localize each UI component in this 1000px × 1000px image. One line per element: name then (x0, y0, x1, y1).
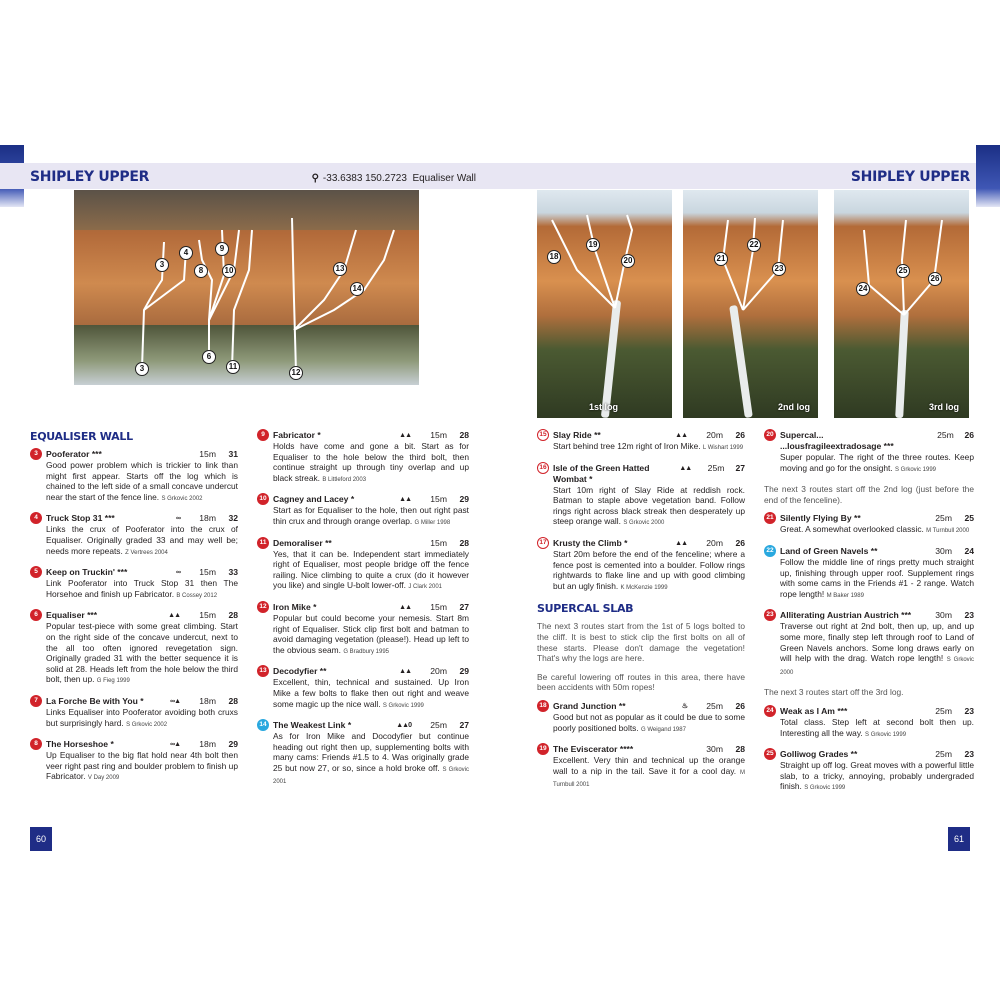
gear-symbol-icon: ▲▲ (399, 432, 411, 439)
route-description (537, 441, 745, 454)
topo-photo-3rd-log (834, 190, 969, 418)
section-title: SUPERCAL SLAB (537, 602, 634, 616)
route-number-badge: 21 (764, 512, 776, 524)
route-description-text: Links Equaliser into Pooferator avoiding both cruxs but surprisingly hard. (46, 706, 238, 728)
left-page (0, 145, 500, 860)
route-description-text: Super popular. The right of the three routes. Keep moving and go for the onsight. (780, 452, 974, 473)
gps-label: Equaliser Wall (412, 173, 476, 184)
route-number-badge: 20 (764, 429, 776, 441)
route-description-text: Total class. Step left at second bolt then up. Interesting all the way. (780, 716, 974, 738)
first-ascent: M Baker 1989 (826, 592, 864, 599)
route-grade: 23 (964, 705, 974, 716)
left-column-1 (30, 430, 238, 793)
log-note: The next 3 routes start off the 3rd log. (764, 687, 904, 698)
gear-symbol-icon: ∞▲ (170, 697, 180, 705)
route-description-text: As for Iron Mike and Docodyfier but continue heading out right then up, supplementing bolts with many cams: Friends #1.5 to 4. Was originally grade 25 but now 27, or so, since a hold broke off. (273, 731, 469, 773)
route-description (537, 755, 745, 791)
first-ascent: M Turnbull 2000 (926, 528, 970, 535)
route-grade: 26 (735, 430, 745, 440)
route-grade: 29 (228, 739, 238, 750)
route-entry (764, 513, 974, 537)
route-name: Truck Stop 31 *** (46, 513, 115, 524)
route-lines (834, 190, 969, 418)
route-grade: 32 (228, 513, 238, 524)
route-number-badge: 7 (30, 695, 42, 707)
route-description-text: Links the crux of Pooferator into the crux of Equaliser. Originally graded 33 and may well be; needs more repeats. (46, 524, 238, 556)
route-number-badge: 4 (30, 512, 42, 524)
route-entry (30, 449, 238, 504)
route-description-text: Start behind tree 12m right of Iron Mike. (553, 441, 701, 451)
route-description (30, 460, 238, 504)
route-header (764, 706, 974, 717)
route-number-badge: 9 (257, 429, 269, 441)
gear-symbol-icon: ▲▲ (675, 432, 687, 439)
route-description-text: Start as for Equaliser to the hole, then out right past thin crux and through orange overlap. (273, 505, 469, 526)
route-number-badge: 12 (257, 601, 269, 613)
route-name: Grand Junction ** (553, 700, 626, 711)
route-entry (30, 739, 238, 784)
route-entry (764, 706, 974, 740)
route-header (30, 610, 238, 621)
route-header (30, 696, 238, 707)
route-entry (257, 494, 469, 528)
route-description-text: Great. A somewhat overlooked classic. (780, 524, 924, 535)
route-length: 30m (935, 545, 952, 556)
chapter-tab (976, 145, 1000, 207)
route-length: 18m (199, 513, 216, 524)
gear-symbol-icon: ▲▲0 (396, 722, 411, 730)
route-marker: 19 (586, 238, 600, 252)
route-number-badge: 15 (537, 429, 549, 441)
first-ascent: S Grkovic 2001 (273, 766, 469, 786)
route-header (30, 739, 238, 750)
route-entry (30, 696, 238, 730)
route-marker: 20 (621, 254, 635, 268)
route-description (537, 485, 745, 529)
route-grade: 28 (459, 430, 469, 440)
first-ascent: S Grkovic 1999 (382, 702, 424, 709)
gear-symbol-icon: ∞ (176, 569, 180, 577)
first-ascent: L Wishart 1999 (702, 445, 744, 451)
route-header (764, 610, 974, 621)
route-header (764, 430, 974, 452)
route-marker: 3 (135, 362, 149, 376)
route-name: Krusty the Climb * (553, 537, 628, 548)
route-number-badge: 6 (30, 609, 42, 621)
route-name: Keep on Truckin' *** (46, 567, 128, 578)
route-entry (257, 430, 469, 485)
section-title: EQUALISER WALL (30, 430, 133, 443)
route-grade: 27 (459, 601, 469, 612)
route-description (257, 677, 469, 711)
route-length: 30m (935, 610, 952, 621)
route-grade: 26 (735, 700, 745, 711)
route-name: Decodyfier ** (273, 666, 327, 677)
route-marker: 4 (179, 246, 193, 260)
route-number-badge: 5 (30, 566, 42, 578)
route-header (537, 463, 745, 485)
route-description-text: Yes, that it can be. Independent start immediately right of Equaliser, most people bridge off the fence railing. Nice climbing to quite a crux (do it however you like) and single U-bolt lower-off. (273, 548, 469, 591)
first-ascent: G Miller 1998 (414, 519, 451, 526)
gps-value: -33.6383 150.2723 (322, 173, 407, 184)
page-number: 60 (30, 827, 52, 851)
route-entry (764, 430, 974, 475)
gear-symbol-icon: ▲▲ (399, 603, 411, 611)
first-ascent: S Grkovic 2000 (623, 520, 665, 527)
route-marker: 11 (226, 360, 240, 374)
route-name: Silently Flying By ** (780, 513, 861, 524)
intro-paragraph: The next 3 routes start from the 1st of 5 logs bolted to the cliff. It is best to stick clip the first bolts on all of these starts. Please don't damage the vegetation! That's why the logs are here. (537, 621, 745, 664)
left-column-2 (257, 430, 469, 797)
route-number-badge: 3 (30, 448, 42, 460)
route-description (537, 712, 745, 735)
route-description (30, 578, 238, 601)
route-marker: 9 (215, 242, 229, 256)
route-length: 25m (935, 513, 952, 524)
route-marker: 3 (155, 258, 169, 272)
gps-coordinates (312, 173, 476, 184)
first-ascent: V Day 2009 (87, 775, 120, 782)
route-name: Pooferator *** (46, 449, 102, 459)
route-marker: 21 (714, 252, 728, 266)
first-ascent: G Bradbury 1995 (343, 648, 390, 655)
route-marker: 8 (194, 264, 208, 278)
route-header (30, 513, 238, 524)
first-ascent: S Grkovic 2000 (780, 657, 974, 676)
route-length: 15m (430, 430, 447, 440)
route-header (764, 749, 974, 760)
route-number-badge: 13 (257, 665, 269, 677)
area-title: SHIPLEY UPPER (30, 169, 150, 185)
route-description-text: Straight up off log. Great moves with a powerful little slab, to a tricky, annoying, probably undergraded finish. (780, 760, 974, 792)
route-length: 20m (706, 537, 723, 548)
route-lines (537, 190, 672, 418)
route-description-text: Popular test-piece with some great climbing. Start on the right side of the concave undercut, next to the all too often ignored revegetation sign. Originally graded 31 with the better sequence it is solid at 28. Heads left from the hole below the third bolt, then up. (46, 621, 238, 685)
gear-symbol-icon: ▲▲ (679, 464, 692, 472)
route-grade: 28 (459, 537, 469, 548)
route-length: 15m (199, 449, 216, 459)
route-description-text: Excellent, thin, technical and sustained. Up Iron Mike a few bolts to flake then out right and weave some magic up the nice wall. (273, 677, 469, 709)
route-grade: 27 (735, 462, 745, 473)
route-name: The Horseshoe * (46, 739, 114, 750)
gear-symbol-icon: ▲▲ (675, 539, 687, 547)
route-marker: 10 (222, 264, 236, 278)
route-length: 25m (937, 430, 954, 440)
first-ascent: S Grkovic 1999 (895, 466, 937, 473)
route-name: Isle of the Green Hatted Wombat * (553, 462, 650, 484)
first-ascent: Z Vertrees 2004 (125, 549, 168, 556)
route-length: 25m (935, 705, 952, 716)
route-name: The Eviscerator **** (553, 744, 634, 755)
photo-label: 3rd log (928, 402, 959, 412)
route-marker: 12 (289, 366, 303, 380)
route-name: Equaliser *** (46, 610, 98, 621)
route-length: 30m (706, 744, 723, 755)
route-marker: 14 (350, 282, 364, 296)
route-description-text: Traverse out right at 2nd bolt, then up, up, and up some more, finally step left through roof to Land of Green Navels anchors. Some long draws early on will help with the drag. Watch rope length! (780, 621, 974, 664)
route-length: 18m (199, 695, 216, 706)
book-spread (0, 145, 1000, 860)
route-description-text: Excellent. Very thin and technical up the orange wall to a nip in the tail. Save it for a cool day. (553, 755, 745, 776)
route-header (537, 744, 745, 755)
route-length: 20m (706, 430, 723, 440)
topo-photo-2nd-log (683, 190, 818, 418)
route-header (764, 513, 974, 524)
route-length: 25m (935, 749, 952, 760)
first-ascent: K McKenzie 1999 (620, 584, 668, 591)
route-grade: 29 (459, 666, 469, 677)
gear-symbol-icon: ▲▲ (399, 668, 411, 676)
route-length: 15m (199, 567, 216, 578)
area-title: SHIPLEY UPPER (850, 169, 970, 185)
route-description-text: Start 10m right of Slay Ride at reddish rock. Batman to staple above vegetation band. Follow rings right across black streak then desperately up steep orange wall. (553, 484, 745, 527)
route-description (764, 760, 974, 794)
route-entry (257, 538, 469, 593)
first-ascent: S Grkovic 2002 (161, 495, 203, 502)
route-entry (257, 602, 469, 657)
photo-label: 1st log (589, 402, 619, 412)
route-number-badge: 8 (30, 738, 42, 750)
route-header (257, 430, 469, 441)
route-description (30, 707, 238, 730)
route-number-badge: 24 (764, 705, 776, 717)
route-header (537, 430, 745, 441)
route-description (537, 549, 745, 593)
route-number-badge: 10 (257, 493, 269, 505)
route-grade: 28 (228, 610, 238, 621)
route-description (30, 621, 238, 687)
route-number-badge: 23 (764, 609, 776, 621)
route-marker: 22 (747, 238, 761, 252)
route-grade: 28 (735, 744, 745, 755)
route-length: 15m (430, 537, 447, 548)
route-name: Land of Green Navels ** (780, 545, 878, 556)
gear-symbol-icon: ∞▲ (170, 741, 180, 749)
route-name: Fabricator * (273, 430, 321, 440)
right-column-1 (537, 430, 745, 800)
first-ascent: G Fieg 1999 (96, 678, 130, 685)
route-description (30, 750, 238, 784)
route-name: Weak as I Am *** (780, 705, 848, 716)
route-length: 25m (707, 462, 725, 473)
route-name: Supercal... ...lousfragileextradosage *** (780, 430, 894, 451)
route-entry (537, 430, 745, 454)
route-description-text: Follow the middle line of rings pretty much straight up, finishing through upper roof. Supplement rings with some cams in the Friends #1 - 2 range. Watch rope length! (780, 556, 974, 599)
route-entry (30, 610, 238, 687)
route-description (764, 557, 974, 601)
first-ascent: B Cossey 2012 (176, 592, 218, 599)
gear-symbol-icon: ▲▲ (399, 496, 411, 504)
route-header (30, 449, 238, 460)
route-name: Slay Ride ** (553, 430, 601, 440)
route-description-text: Start 20m before the end of the fenceline; where a fence post is cemented into a boulder. Follow rings rightwards to flake line and up with good climbing but an ugly finish. (553, 548, 745, 591)
route-header (537, 701, 745, 712)
route-description (257, 505, 469, 528)
route-name: La Forche Be with You * (46, 695, 144, 706)
route-entry (257, 666, 469, 711)
route-length: 15m (430, 601, 447, 612)
route-description (764, 621, 974, 678)
first-ascent: B Littleford 2003 (322, 476, 367, 483)
route-grade: 24 (964, 545, 974, 556)
route-description-text: Holds have come and gone a bit. Start as for Equaliser to the hole below the third bolt, then continue straight up through tiny overlap and up black streak. (273, 441, 469, 483)
route-header (257, 494, 469, 505)
route-description (257, 549, 469, 593)
route-description (764, 452, 974, 475)
route-name: Golliwog Grades ** (780, 749, 858, 760)
route-marker: 6 (202, 350, 216, 364)
route-marker: 18 (547, 250, 561, 264)
route-name: The Weakest Link * (273, 720, 352, 731)
route-grade: 25 (964, 513, 974, 524)
route-number-badge: 18 (537, 700, 549, 712)
first-ascent: J Clark 2001 (408, 584, 442, 591)
route-lines (74, 190, 419, 385)
route-length: 25m (706, 700, 723, 711)
route-entry (537, 463, 745, 529)
route-grade: 29 (459, 494, 469, 505)
route-name: Demoraliser ** (273, 537, 332, 548)
route-entry (764, 610, 974, 678)
route-description-text: Up Equaliser to the big flat hold near 4th bolt then veer right past ring and boulder problem to finish up Fabricator. (46, 750, 238, 782)
route-number-badge: 17 (537, 537, 549, 549)
route-marker: 23 (772, 262, 786, 276)
gear-symbol-icon: ∞ (176, 515, 180, 523)
route-header (257, 538, 469, 549)
right-page (500, 145, 1000, 860)
first-ascent: G Weigand 1987 (641, 726, 686, 733)
route-header (537, 538, 745, 549)
gear-symbol-icon: ♨ (681, 702, 687, 710)
route-name: Alliterating Austrian Austrich *** (780, 610, 912, 621)
route-number-badge: 11 (257, 537, 269, 549)
route-entry (537, 701, 745, 735)
route-description-text: Good power problem which is trickier to link than might first appear. Starts off the log which is chained to the left side of a small concave undercut near the start of the fence line. (46, 460, 238, 502)
route-number-badge: 19 (537, 743, 549, 755)
route-length: 15m (199, 610, 216, 621)
route-entry (30, 567, 238, 601)
route-grade: 23 (964, 749, 974, 760)
route-header (257, 602, 469, 613)
route-number-badge: 22 (764, 545, 776, 557)
log-note: The next 3 routes start off the 2nd log (just before the end of the fenceline). (764, 484, 974, 505)
route-description (30, 524, 238, 558)
photo-label: 2nd log (778, 402, 810, 412)
warning-paragraph: Be careful lowering off routes in this area, there have been accidents with 50m ropes! (537, 671, 745, 693)
route-entry (764, 546, 974, 601)
route-grade: 26 (964, 430, 974, 440)
route-length: 20m (430, 666, 447, 677)
topo-photo-1st-log (537, 190, 672, 418)
gear-symbol-icon: ▲▲ (168, 612, 180, 620)
route-number-badge: 16 (537, 462, 549, 474)
route-grade: 33 (228, 567, 238, 578)
route-entry (537, 744, 745, 791)
first-ascent: S Grkovic 1999 (804, 785, 846, 792)
route-description (257, 441, 469, 485)
route-entry (537, 538, 745, 593)
route-description (257, 613, 469, 657)
route-length: 15m (430, 494, 447, 505)
route-description (764, 524, 974, 537)
route-length: 25m (430, 720, 447, 731)
page-number: 61 (948, 827, 970, 851)
route-grade: 28 (228, 695, 238, 706)
route-marker: 26 (928, 272, 942, 286)
route-description-text: Popular but could become your nemesis. Start 8m right of Equaliser. Stick clip first bolt and batman to avoid damaging vegetation (please!). Head up left to the obvious seam. (273, 612, 469, 655)
route-header (257, 720, 469, 731)
route-number-badge: 14 (257, 719, 269, 731)
route-grade: 27 (459, 720, 469, 731)
route-marker: 13 (333, 262, 347, 276)
route-marker: 24 (856, 282, 870, 296)
route-length: 18m (199, 739, 216, 750)
route-entry (764, 749, 974, 794)
route-grade: 23 (964, 610, 974, 621)
route-lines (683, 190, 818, 418)
route-description-text: Link Pooferator into Truck Stop 31 then The Horsehoe and finish up Fabricator. (46, 578, 238, 599)
first-ascent: S Grkovic 1999 (865, 731, 907, 738)
route-grade: 26 (735, 537, 745, 548)
route-entry (30, 513, 238, 558)
route-description (764, 717, 974, 740)
walker-icon: ⚲ (311, 173, 319, 184)
first-ascent: M Turnbull 2001 (553, 769, 746, 789)
route-header (257, 666, 469, 677)
route-header (30, 567, 238, 578)
route-header (764, 546, 974, 557)
route-description (257, 731, 469, 788)
route-name: Iron Mike * (273, 601, 317, 612)
route-entry (257, 720, 469, 788)
route-number-badge: 25 (764, 748, 776, 760)
first-ascent: S Grkovic 2002 (126, 721, 168, 728)
right-column-2 (764, 430, 974, 803)
route-grade: 31 (228, 449, 238, 459)
route-description-text: Good but not as popular as it could be due to some poorly positioned bolts. (553, 711, 745, 733)
route-marker: 25 (896, 264, 910, 278)
route-name: Cagney and Lacey * (273, 494, 355, 505)
topo-photo-equaliser-wall (74, 190, 419, 385)
